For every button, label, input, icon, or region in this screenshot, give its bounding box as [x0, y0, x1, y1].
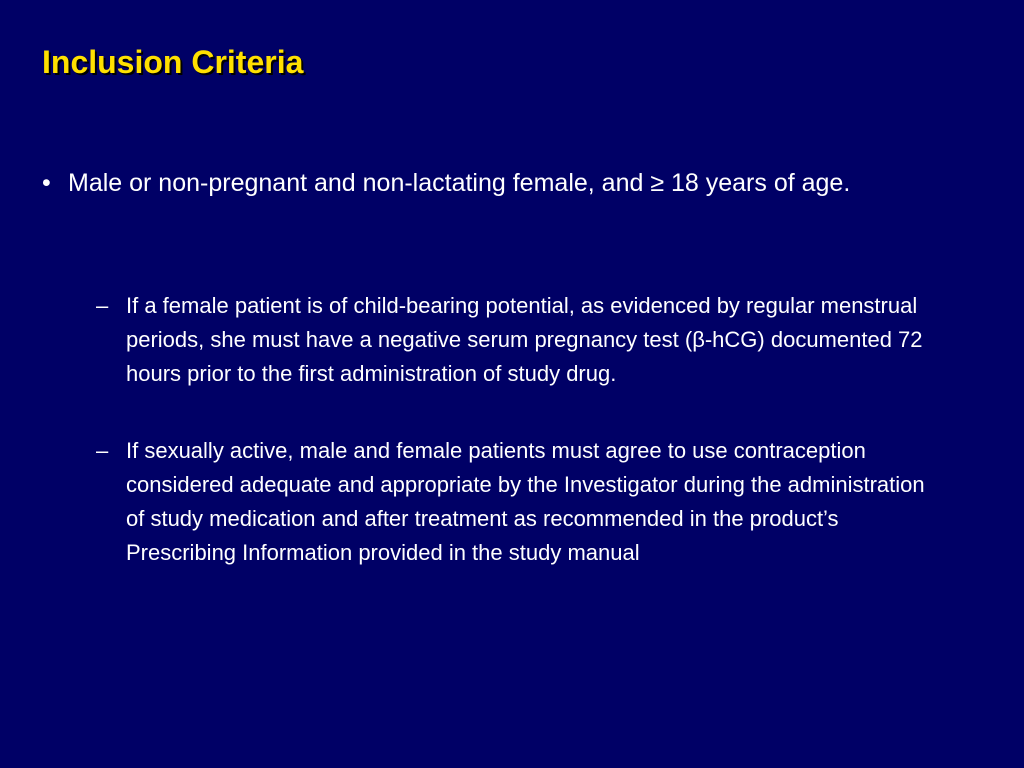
subbullet-item-pregnancy-test — [96, 289, 926, 391]
subbullet-item-contraception — [96, 434, 926, 570]
bullet-item — [42, 166, 882, 200]
subbullet-marker: – — [96, 438, 109, 463]
slide-title: Inclusion Criteria — [42, 44, 304, 80]
subbullet-text: If a female patient is of child-bearing potential, as evidenced by regular menstrual periods, she must have a negative serum pregnancy test (β-hCG) documented 72 hours prior to the first administration of study drug. — [126, 293, 923, 386]
subbullet-text: If sexually active, male and female patients must agree to use contraception considered adequate and appropriate by the Investigator during the administration of study medication and after treatment as recommended in the product’s Prescribing Information provided in the study manual — [126, 438, 925, 565]
bullet-marker: • — [42, 169, 51, 197]
bullet-text: Male or non-pregnant and non-lactating female, and ≥ 18 years of age. — [68, 169, 851, 197]
subbullet-marker: – — [96, 293, 109, 318]
